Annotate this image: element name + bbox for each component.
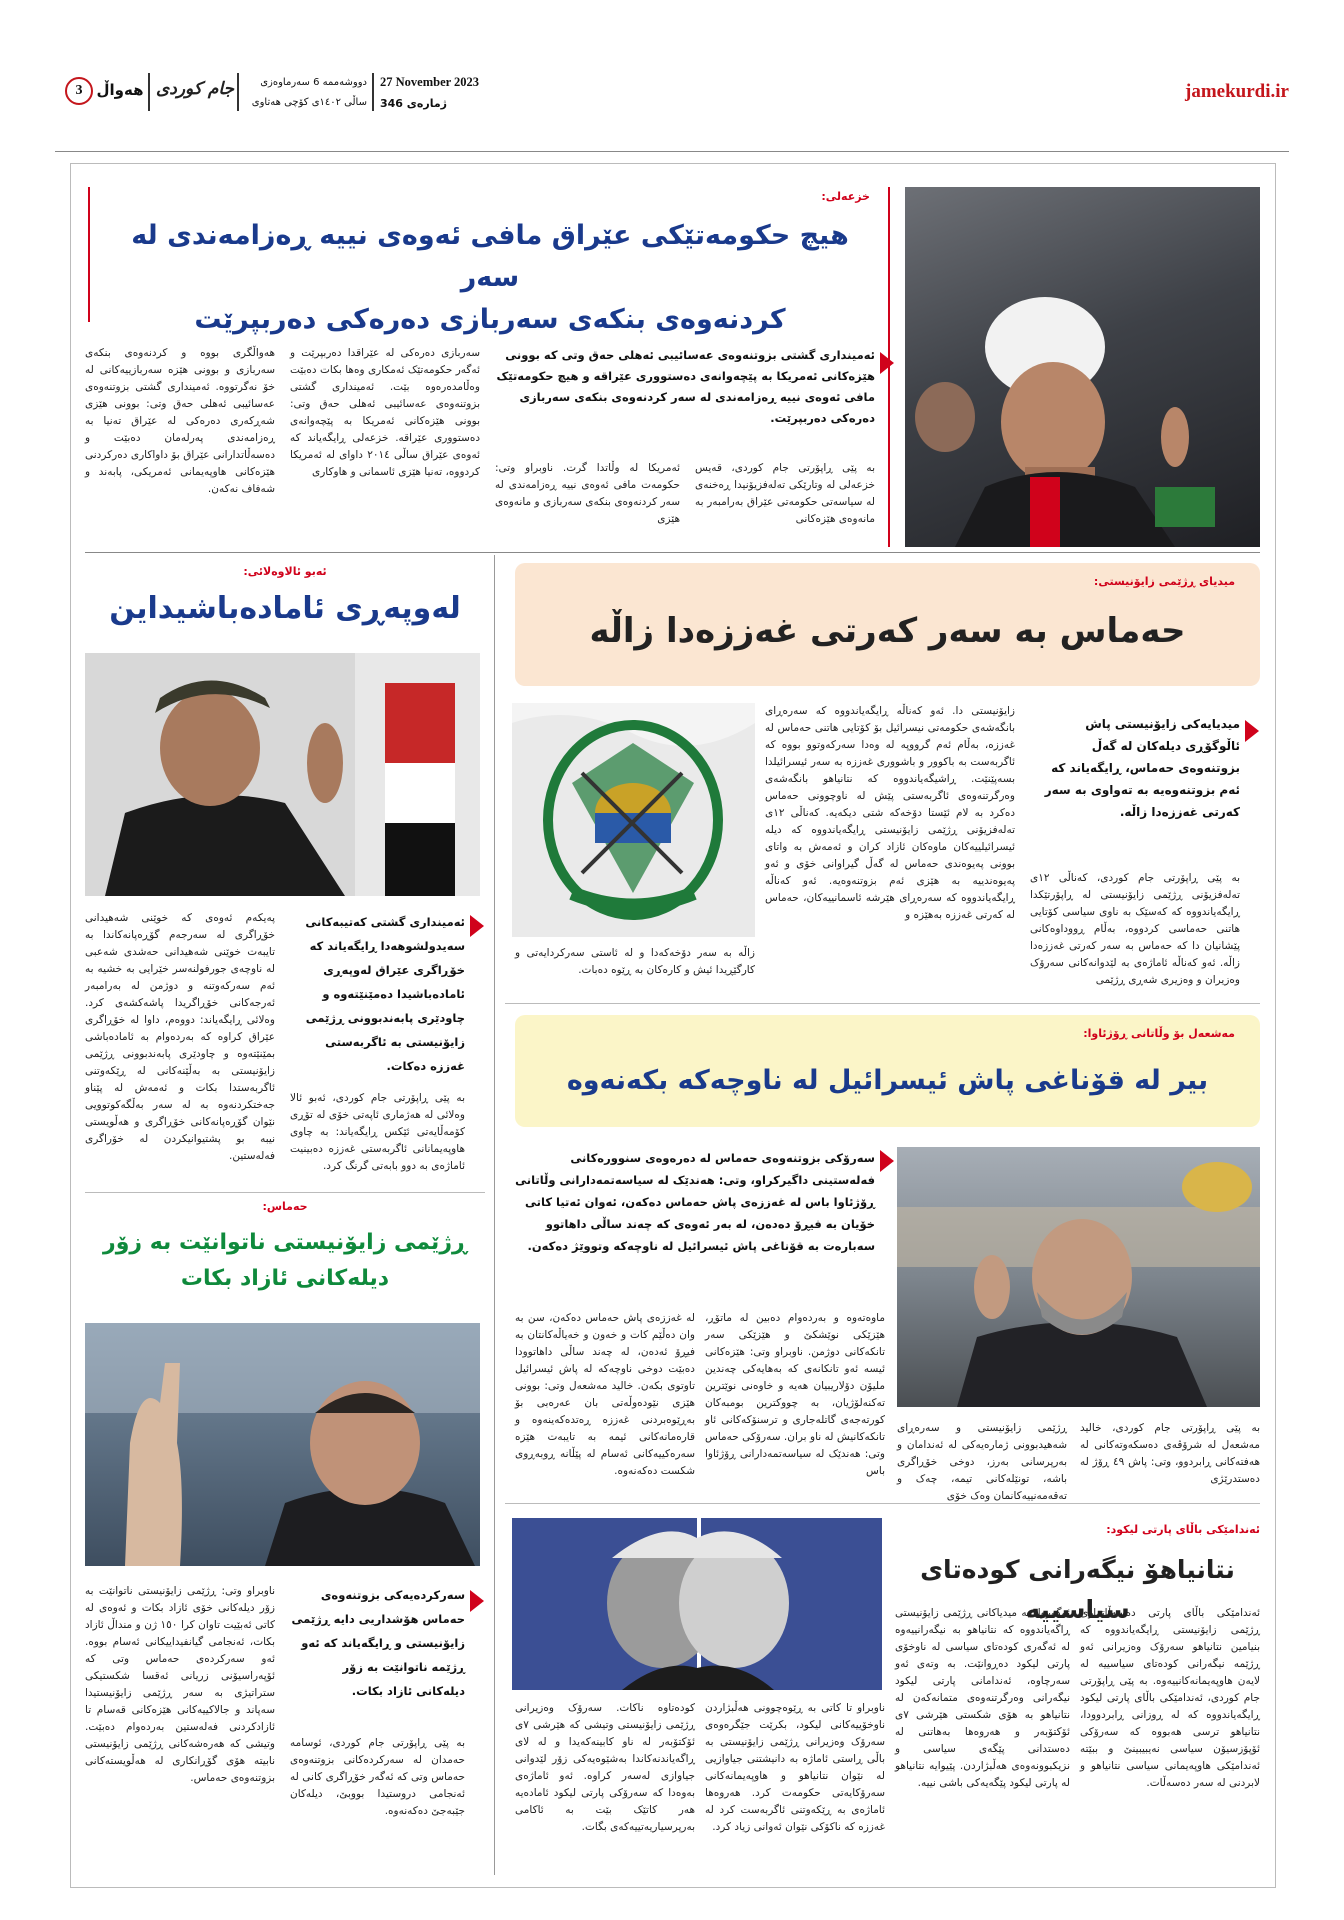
article5-col1: بە پێی ڕاپۆرتی جام کوردی، ئوسامە حەمدان لە سەرکردەکانی بزوتنەوەی حەماس وتی کە ئەگەر خۆڕاگری کانی لە ئەنجامی دروستیدا بووبێ، دیلەکان جێبەجێ دەکەنەوە. bbox=[290, 1737, 465, 1817]
article2-col3: زاڵە بە سەر دۆخەکەدا و لە ئاستی سەرکردایەتی و کارگێڕیدا ئیش و کارەکان بە ڕێوە دەبات. bbox=[515, 947, 755, 976]
header-bar bbox=[55, 55, 1289, 125]
netanyahu-photo bbox=[512, 1518, 882, 1690]
date-kurdish: دووشەممە 6 سەرماوەزی bbox=[260, 77, 367, 88]
article2-kicker: میدیای ڕژێمی زایۆنیستی: bbox=[1093, 575, 1235, 588]
article5-title-line2: دیلەکانی ئازاد بکات bbox=[180, 1266, 390, 1291]
date-english: 27 November 2023 bbox=[380, 75, 480, 89]
article3-col2: پەیکەم ئەوەی کە خوێنی شەهیدانی خۆڕاگری لە سەرجەم گۆڕەپانەکاندا بە تایبەت خوێنی شەهیدانی حەشدی شەعبی لە ناوچەی جورفولنەسر خێرایی بە خشیە بە ئەم سەرکەوتنە و دوژمن لە بەرامبەر ئەرجەکانی خۆڕاگریدا پاشەکشەی کرد. وەلائی ڕایگەیاند: دووەم، داوا لە خۆڕاگری عێراق کراوە کە بەردەوام بە ئامادەباشی بمێنێتەوە و چاودێری پابەندبوونی ڕژێمی زایۆنیستی بە بەڵێنەکانی لە ڕێکەوتنی ئاگربەستدا بکات و ئەمەش لە پێناو جەختکردنەوە بە لە سەر بەڵگەکوتوویی نێوان گۆڕەپانەکانی خۆڕاگری و هەڵویستی نیبە بو پشتیوانیکردن لە خۆراگری فەلەستین. bbox=[85, 912, 275, 1162]
article2-headline-box bbox=[515, 563, 1260, 686]
article2-col1: بە پێی ڕاپۆرتی جام کوردی، کەناڵی ١٢ی تەلەفزیۆنی ڕژێمی زایۆنیستی لە ڕاپۆرتێکدا ڕایگەیاندووە کە کەسێک بە ناوی سیاسی کۆتایی هاتنی حەماسی کردووە، بەڵام ڕووداوەکانی پێشانیان دا کە حەماس بە سەر کەرتی غەززەدا زاڵە. ئەو کەناڵە ئاماژەی بە لێدوانەکانی سەرۆک وەزیران و وەزیری شەڕی ڕژێمی bbox=[1030, 872, 1240, 986]
article4-bullet bbox=[880, 1150, 894, 1172]
issue-number: ژمارەی 346 bbox=[380, 97, 447, 110]
khazali-photo bbox=[905, 187, 1260, 547]
section-name: هەواڵ bbox=[96, 81, 144, 99]
article1-col4: هەواڵگری بووە و کردنەوەی بنکەی سەربازی و بوونی هێزە سەربازییەکانی لە خۆ نەگرتووە. ئەمینداری گشتی بزوتنەوەی عەسائیبی ئەهلی حەق وتی: بوونی هێزی شەڕکەری دەرەکی لە عێراق تەنیا بە ڕەزامەندی پەرلەمان دەبێت و دەسەڵاتدارانی عێراق بۆ داواکاری دەرکردنی هێزەکانی هاوپەیمانی ئەمریکی، پابەند و شەفاف نەکەن. bbox=[85, 347, 275, 495]
page-number bbox=[65, 77, 93, 105]
article6-kicker: ئەندامێکی باڵای پارتی لیکود: bbox=[1106, 1523, 1260, 1536]
article5-bullet bbox=[470, 1590, 484, 1612]
hamas-emblem-illustration bbox=[512, 703, 755, 937]
walai-photo bbox=[85, 653, 480, 896]
article6-col3: ناوبراو تا کاتی بە ڕێوەچوونی هەڵبژاردن ناوخۆییەکانی لیکود، بکرێت جێگرەوەی سەرۆک وەزیرانی ڕژێمی زایۆنیستی بە باڵی ڕاستی ئاماژە بە دانیشتنی جیاوازیی لە نێوان نتانیاهو و هاوپەیمانەکانی سەرۆکایەتی حکومەت کرد. هەروەها ئاماژەی بە ڕێکەوتنی ئاگربەست کرد لە غەززە کە ناکۆکی نێوان ئەوانی زیاد کرد. bbox=[705, 1702, 885, 1833]
article2-col2: زایۆنیستی دا. ئەو کەناڵە ڕایگەیاندووە کە سەرەڕای بانگەشەی حکومەتی نیسرائیل بۆ کۆتایی هاتنی حەماس لە غەززە، بەڵام ئەم گرووپە لە وەدا سەرکەوتوو بووە کە ئاگربەست بە باکوور و باشووری غەززە بە سەر ئیسرائیلدا بسەپێنێت. ڕاشیگەیاندووە کە نتانیاهو بانگەشەی وەرگرتنەوەی ئاگربەستی پێش لە ناوچوونی حەماس دەکرد بە لام ئێستا دۆخەکە شتی دیکەیە. کەناڵی ١٢ی تەلەفزیۆنی ڕژێمی زایۆنیستی ڕایگەیاندووە کە دیلە ئیسرائیلییەکان ماوەکان ئازاد کران و ئەمەش بە واتای بوونی پەیوەندی حەماس لە گەڵ گیراوانی خۆی و ئەو پەیوەندییە بە هێزی ئەم بزوتنەوەیە. ئەو کەناڵە ڕایگەیاندووە کە سەرەڕای هێرشە ئاسمانییەکان، حەماس لە کەرتی غەززە بەهێزە و bbox=[765, 705, 1015, 921]
article4-lead: سەرۆکی بزوتنەوەی حەماس لە دەرەوەی سنوورەکانی فەلەستینی داگیرکراو، وتی: هەندێک لە سیاسەتمەدارانی وڵاتانی ڕۆژئاوا باس لە غەززەی پاش حەماس دەکەن، ئەوان ئەتیا کاتی خۆیان بە فیڕۆ دەدەن، لە بەر ئەوەی کە چەند ساڵی داهاتوو سەبارەت بە قۆناغی پاش ئیسرائیل لە ناوچەکە وتووێژ دەکەن. bbox=[515, 1151, 875, 1253]
article2-title: حەماس بە سەر کەرتی غەززەدا زاڵە bbox=[589, 611, 1186, 651]
article1-title-line1: هیچ حکومەتێکی عێراق مافی ئەوەی نییە ڕەزامەندی لە سەر bbox=[131, 220, 849, 293]
khazali-illustration bbox=[905, 187, 1260, 547]
article-divider bbox=[88, 187, 90, 322]
article3-lead: ئەمینداری گشتی کەتیبەکانی سەیدولشوهەدا ڕایگەیاند کە خۆڕاگری عێراق لەوپەڕی ئامادەباشیدا دەمێنێتەوە و چاودێری پابەندبوونی ڕژێمی زایۆنیستی بە ئاگربەستی غەززە دەکات. bbox=[305, 915, 465, 1073]
article1-col3: سەربازی دەرەکی لە عێراقدا دەربپرێت و ئەگەر حکومەتێک ئەمکاری وەها بکات دەبێت وەڵامدەرەوە بێت. ئەمینداری گشتی بزوتنەوەی عەسائیبی ئەهلی حەق وتی: بوونی هێزەکانی ئەمریکا بە پێچەوانەی دەستووری عێراقە. خزعەلی ڕایگەیاند کە ئەوەی عێراق ساڵی ٢٠١٤ داوای لە ئەمریکا کردووە، تەنیا هێزی ئاسمانی و هاوکاری bbox=[290, 347, 480, 478]
article2-lead: میدیایەکی زایۆنیستی پاش ئاڵوگۆڕی دیلەکان لە گەڵ بزوتنەوەی حەماس، ڕایگەیاند کە ئەم بزوتنەوەیە بە تەواوی بە سەر کەرتی غەززەدا زاڵە. bbox=[1044, 717, 1240, 819]
article3-kicker: ئەبو ئالاوەلائی: bbox=[243, 565, 327, 578]
article4-col4: لە غەززەی پاش حەماس دەکەن، سن بە وان دەڵێم کات و خەون و خەیاڵەکانتان بە فیڕۆ ئەدەن، لە چەند ساڵی داهاتوودا دەبێت دوخی ناوچەکە لە پاش ئیسرائیل تاوتوی بکەن. خالید مەشعەل وتی: بوونی هێزی نێودەوڵەتی بان عەرەبی بۆ بەڕێوەبردنی غەززە ڕەتدەکەینەوە و قارەمانەکانی ئیمە بە تایبەت هێزە سەرەکییەکانی ئەسام لە پێڵانە ڕوبەڕوی شکست دەکەنەوە. bbox=[515, 1312, 695, 1477]
hamdan-illustration bbox=[85, 1323, 480, 1566]
article1-col1: بە پێی ڕاپۆرتی جام کوردی، قەیس خزعەلی لە وتارێکی تەلەفزیۆنیدا ڕەخنەی لە سیاسەتی حکومەتی عێراق بەرامبەر بە مانەوەی هێزەکانی bbox=[695, 462, 875, 525]
article6-col4: کودەتاوە ناکات. سەرۆک وەزیرانی ڕژێمی زایۆنیستی وتیشی کە هێرشی ٧ی ئۆکتۆبەر لە ناو کابینەکەیدا و لە لای ڕاگەیاندنەکاندا بەشێوەیەکی زۆر لێدوانی جیاوازی لەسەر کراوە. ئەو ئاماژەی بەوەدا کە سەرۆکی پارتی لیکود ئامادەیە هەر کاتێک بێت بە ئاکامی بەرپرسیاریەتییەکەی بگات. bbox=[515, 1702, 695, 1833]
article1-col2: ئەمریکا لە وڵاتدا گرت. ناوبراو وتی: حکومەت مافی ئەوەی نییە ڕەزامەندی لە سەر کردنەوەی بنکەی سەربازی و مانەوەی هێزی bbox=[495, 462, 680, 525]
date-kurdish-year: ساڵی ١٤٠٢ی کۆچی هەتاوی bbox=[251, 97, 367, 108]
article4-title: بیر لە قۆناغی پاش ئیسرائیل لە ناوچەکە بکەنەوە bbox=[566, 1065, 1209, 1096]
header-rule bbox=[55, 151, 1289, 152]
hamdan-photo bbox=[85, 1323, 480, 1566]
article4-col2: ڕژێمی زایۆنیستی و سەرەڕای شەهیدبوونی ژمارەیەکی لە ئەندامان و بەرپرسانی بەرز، دوخی خۆڕاگری باشە، تونێلەکانی تیمە، چەک و تەقەمەنییەکانمان وەک خۆی bbox=[897, 1422, 1067, 1502]
article1-kicker: خزعەلی: bbox=[821, 190, 870, 203]
article4-headline-box bbox=[515, 1015, 1260, 1127]
mashal-illustration bbox=[897, 1147, 1260, 1407]
article6-col1: ئەندامێکی باڵای پارتی دەسەڵاتداری ڕژێمی زایۆنیستی ڕایگەیاندووە کە بنیامین نتانیاهو سەرۆک وەزیرانی ئەو ڕژێمە نیگەرانی کودەتای سیاسییە لە لایەن هاوپەیمانەکانییەوە. بە پێی ڕاپۆرتی جام کوردی، ئەندامێکی باڵای پارتی لیکود ڕایگەیاندووە کە لە ڕوزانی ڕابردوودا، نتانیاهو ترسی هەبووە کە سەرۆکی ئۆپۆزسیۆن سیاسی نەیبیبینێ و ببێتە ئەندامێکی هاوپەیمانی سیاسی نتانیاهو و لابردنی لە سەر دەسەڵات. bbox=[1080, 1607, 1260, 1789]
section-rule bbox=[85, 552, 1260, 553]
article6-col2: ئەگەروا، بە میدیاکانی ڕژێمی زایۆنیستی ڕاگەیاندووە کە نتانیاهو بە نیگەرانییەوە لە ئەگەری کودەتای سیاسی لە ناوخۆی پارتی لیکود دەڕوانێت. بە وتەی ئەو سەرچاوە، ئەندامانی پارتی لیکود نیگەرانی وەرگرتنەوەی متمانەکەن لە نتانیاهو بە هۆی شکستی هێرشی ٧ی ئۆکتۆبەر و هەروەها بەهاتنی لە دەستدانی پێگەی سیاسی و نزیکبوونەوەی هەڵبژاردن. پێیوایە نتانیاهو لە پارتی لیکود پێگەیەکی باشی نییە. bbox=[895, 1607, 1070, 1789]
section-rule bbox=[505, 1003, 1260, 1004]
article1-bullet bbox=[880, 352, 894, 374]
article5-col2: ناوبراو وتی: ڕژێمی زایۆنیستی ناتوانێت بە زۆر دیلەکانی خۆی ئازاد بکات و ئەوەی لە کاتی ئەبێیت تاوان کرا ١٥٠ ژن و منداڵ ئازاد بکات، ئەنجامی گیانفیداییکانی ئەسام بووە. ئەو سەرکردەی حەماس وتی کە ئۆپەراسیۆنی زریانی ئەقسا شکستیکی ستراتیژی بە سەر ڕژێمی زایۆنیستیدا سەپاند و جالاکییەکانی هێزەکانی قەسام تا ئازادکردنی فەلەستین بەردەوام دەبێت. وتیشی کە هەرەشەکانی ڕژێمی زایۆنیستی نابیتە هۆی گۆڕانکاری لە هەڵویستەکانی بزوتنەوەی حەماس. bbox=[85, 1585, 276, 1784]
article4-col3: ماوەتەوە و بەردەوام دەبین لە ماتۆڕ، هێزێکی نوێشکێ و هێزێکی سەر تانکەکانی دوژمن. ناوبراو وتی: هێزەکانی ئیسە ئەو تانکانەی کە بەهایەکی چەندین ملیۆن دۆلاریبیان هەیە و خاوەنی نوێترین تەکنەلۆژیان، بە چووکترین بومبەکان کورتەجەی گاتلەجاری و ترسنۆکەکانی ئاو تانکەکانیش لە ناو بران. سەرۆکی حەماس وتی: هەندێک لە سیاسەتمەدارانی ڕۆژئاوا باس bbox=[705, 1312, 885, 1477]
section-rule bbox=[85, 1192, 485, 1193]
article5-title-line1: ڕژێمی زایۆنیستی ناتوانێت بە زۆر bbox=[103, 1230, 467, 1255]
article5-lead: سەرکردەیەکی بزوتنەوەی حەماس هۆشداریی دایە ڕژێمی زایۆنیستی و ڕایگەیاند کە ئەو ڕژێمە ناتوانێت بە زۆر دیلەکانی ئازاد بکات. bbox=[291, 1588, 465, 1698]
site-name[interactable]: jamekurdi.ir bbox=[1185, 81, 1289, 102]
article6-title: نتانیاهۆ نیگەرانی کودەتای سیاسییە bbox=[920, 1555, 1235, 1624]
article4-kicker: مەشعەل بۆ وڵاتانی ڕۆژئاوا: bbox=[1083, 1027, 1235, 1040]
article5-title bbox=[85, 1225, 485, 1297]
newspaper-logo: جام کوردی bbox=[155, 79, 235, 99]
mashal-photo bbox=[897, 1147, 1260, 1407]
hamas-emblem-photo bbox=[512, 703, 755, 937]
article5-kicker: حەماس: bbox=[262, 1200, 308, 1213]
article1-title bbox=[100, 215, 880, 341]
page-number-text: 3 bbox=[75, 83, 83, 98]
article1-lead: ئەمینداری گشتی بزوتنەوەی عەسائیبی ئەهلی حەق وتی کە بوونی هێزەکانی ئەمریکا بە پێچەوانەی دەستووری عێراقە و هیچ حکومەتێک مافی ئەوەی نییە ڕەزامەندی لە سەر کردنەوەی بنکەی سەربازی دەرەکی دەربپرێت. bbox=[496, 348, 875, 425]
article3-col1: بە پێی ڕاپۆرتی جام کوردی، ئەبو ئالا وەلائی لە هەژماری ئاپەتی خۆی لە تۆڕی کۆمەڵایەتی ئێکس ڕایگەیاند: بە چاوی هاوپەیمانانی ئاگربەستی غەززە دەبینیت ئاماژەی بە دوو بابەتی گرنگ کرد. bbox=[290, 1092, 465, 1172]
article3-bullet bbox=[470, 915, 484, 937]
article3-title: لەوپەڕی ئامادەباشیداین bbox=[109, 591, 461, 626]
header-divider bbox=[237, 73, 239, 111]
section-rule bbox=[505, 1503, 1260, 1504]
article4-col1: بە پێی ڕاپۆرتی جام کوردی، خالید مەشعەل لە شرۆڤەی دەسکەوتەکانی لە هەفتەکانی ڕابردوو، وتی: پاش ٤٩ ڕۆژ لە دەستدرێژی bbox=[1080, 1422, 1260, 1485]
header-divider bbox=[148, 73, 150, 111]
article2-bullet bbox=[1245, 720, 1259, 742]
netanyahu-illustration bbox=[512, 1518, 882, 1690]
walai-illustration bbox=[85, 653, 480, 896]
article1-title-line2: کردنەوەی بنکەی سەربازی دەرەکی دەربپرێت bbox=[194, 304, 786, 335]
column-rule bbox=[494, 555, 495, 1875]
header-divider bbox=[372, 73, 374, 111]
